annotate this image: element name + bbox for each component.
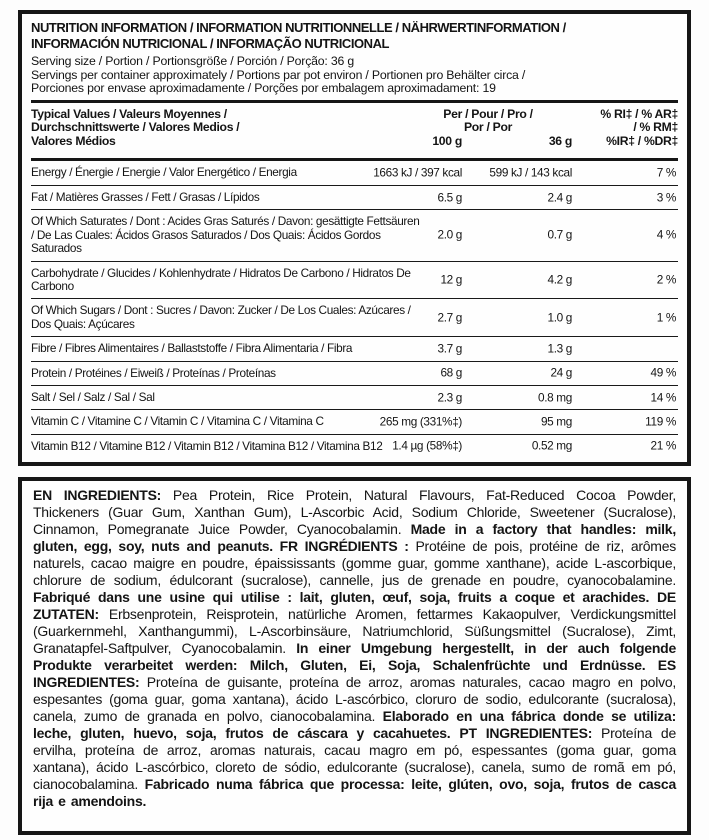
table-row: [31, 261, 678, 299]
header-ri-line: / % RM‡: [633, 120, 678, 135]
value-per-100g: 1.4 µg (58%‡): [392, 438, 462, 453]
value-reference-intake-pct: 7 %: [656, 165, 676, 180]
divider: [31, 462, 678, 465]
nutrient-label: Fat / Matières Grasses / Fett / Grasas / Lípidos: [31, 189, 260, 204]
value-per-36g: 0.8 mg: [538, 389, 572, 404]
header-per-columns: [388, 108, 588, 135]
value-reference-intake-pct: 4 %: [656, 227, 676, 242]
table-row: [31, 185, 678, 209]
table-row: [31, 161, 678, 184]
value-reference-intake-pct: 14 %: [650, 389, 676, 404]
value-per-36g: 95 mg: [540, 414, 572, 429]
value-per-36g: 0.7 g: [547, 227, 572, 242]
table-row: [31, 361, 678, 385]
value-per-100g: 12 g: [440, 272, 462, 287]
ingredients-segment: In einer Umgebung hergestellt, in der auch folgende Produkte verarbeitet werden: Milch, Gluten, Ei, Soja, Schalenfrüchte und Erdnüsse.: [33, 640, 676, 673]
value-per-100g: 265 mg (331%‡): [379, 414, 462, 429]
table-row: [31, 409, 678, 433]
table-row: [31, 434, 678, 458]
value-per-100g: 2.0 g: [437, 227, 462, 242]
ingredients-segment: Proteína de ervilha, proteína de arroz, aromas naturais, cacau magro em pó, espessantes (goma guar, goma xantana), ácido L-ascórbico, cloreto de sódio, edulcorante (sucralose), canela, sumo de romã em pó, cianocobalamina.: [33, 725, 676, 792]
nutrient-label: Vitamin B12 / Vitamine B12 / Vitamin B12 / Vitamina B12 / Vitamina B12: [31, 438, 383, 453]
ingredients-segment: FR INGRÉDIENTS :: [272, 538, 409, 554]
value-reference-intake-pct: 49 %: [650, 365, 676, 380]
value-per-100g: 1663 kJ / 397 kcal: [373, 165, 462, 180]
serving-size-line: Serving size / Portion / Portionsgröße / Porción / Porção: 36 g: [31, 54, 354, 69]
value-per-100g: 68 g: [440, 365, 462, 380]
nutrient-label: Fibre / Fibres Alimentaires / Ballaststoffe / Fibra Alimentaria / Fibra: [31, 341, 353, 356]
nutrient-label: Carbohydrate / Glucides / Kohlenhydrate / Hidratos De Carbono / Hidratos De Carbono: [31, 265, 411, 293]
ingredients-segment: Protéine de pois, protéine de riz, arômes naturels, cacao maigre en poudre, épaississants (gomme guar, gomme xanthane), acide L-ascorbique, chlorure de sodium, édulcorant (sucralose), cannelle, jus de grenade en poudre, cyanocobalamine.: [33, 538, 677, 588]
ingredients-segment: Elaborado en una fábrica donde se utiliza: leche, gluten, huevo, soja, frutos de cáscara y cacahuetes.: [33, 708, 676, 741]
value-per-36g: 4.2 g: [547, 272, 572, 287]
title-line-2: INFORMACIÓN NUTRICIONAL / INFORMAÇÃO NUTRICIONAL: [31, 35, 390, 51]
header-typical-values-line: Typical Values / Valeurs Moyennes /: [31, 106, 227, 121]
ingredients-segment: Made in a factory that handles: milk, gluten, egg, soy, nuts and peanuts.: [33, 521, 676, 554]
header-unit-36g: 36 g: [548, 133, 572, 148]
table-row: [31, 298, 678, 336]
nutrient-label: Vitamin C / Vitamine C / Vitamin C / Vitamina C / Vitamina C: [31, 414, 324, 429]
header-typical-values: [31, 108, 426, 149]
value-per-36g: 1.0 g: [547, 310, 572, 325]
nutrition-panel: [18, 10, 691, 466]
nutrient-label: Salt / Sel / Salz / Sal / Sal: [31, 389, 155, 404]
nutrition-title: [31, 20, 678, 51]
table-row: [31, 385, 678, 409]
nutrient-label: Of Which Sugars / Dont : Sucres / Davon: Zucker / De Los Cuales: Azúcares / Dos Quais: Açúcares: [31, 303, 411, 331]
ingredients-segment: EN INGREDIENTS:: [33, 487, 162, 503]
value-per-36g: 2.4 g: [547, 189, 572, 204]
ingredients-segment: Fabriqué dans une usine qui utilise : lait, gluten, œuf, soja, fruits a coque et arachides.: [33, 589, 650, 605]
ingredients-segment: Fabricado numa fábrica que processa: leite, glúten, ovo, soja, frutos de casca rija e amendoins.: [33, 776, 676, 809]
ingredients-segment: PT INGREDIENTES:: [450, 725, 593, 741]
ingredients-panel: [18, 477, 691, 835]
table-row: [31, 209, 678, 260]
header-ri-line: % RI‡ / % AR‡: [600, 106, 678, 121]
value-per-100g: 6.5 g: [437, 189, 462, 204]
nutrient-label: Energy / Énergie / Energie / Valor Energético / Energia: [31, 165, 297, 180]
value-per-100g: 3.7 g: [437, 341, 462, 356]
table-row: [31, 336, 678, 360]
value-reference-intake-pct: 3 %: [656, 189, 676, 204]
ingredients-segment: DE ZUTATEN:: [33, 589, 676, 622]
value-reference-intake-pct: 119 %: [645, 414, 676, 429]
value-per-36g: 24 g: [550, 365, 572, 380]
nutrient-label: Protein / Protéines / Eiweiß / Proteínas / Proteínas: [31, 365, 276, 380]
value-reference-intake-pct: 21 %: [650, 438, 676, 453]
header-typical-values-line: Durchschnittswerte / Valores Medios /: [31, 120, 240, 135]
ingredients-segment: ES INGREDIENTES:: [33, 657, 676, 690]
title-line-1: NUTRITION INFORMATION / INFORMATION NUTRITIONNELLE / NÄHRWERTINFORMATION /: [31, 20, 566, 35]
value-per-36g: 0.52 mg: [531, 438, 572, 453]
servings-per-container-line-1: Servings per container approximately / Portions par pot environ / Portionen pro Behälter circa /: [31, 67, 526, 82]
nutrition-table: [31, 161, 678, 458]
ingredients-segment: Pea Protein, Rice Protein, Natural Flavours, Fat-Reduced Cocoa Powder, Thickeners (Guar Gum, Xanthan Gum), L-Ascorbic Acid, Sodium Chloride, Sweetener (Sucralose), Cinnamon, Pomegranate Juice Powder, Cyanocobalamin.: [33, 487, 677, 537]
table-header: [31, 103, 678, 155]
value-per-36g: 599 kJ / 143 kcal: [489, 165, 572, 180]
value-per-100g: 2.7 g: [437, 310, 462, 325]
ingredients-segment: Erbsenprotein, Reisprotein, natürliche Aromen, fettarmes Kakaopulver, Verdickungsmittel (Guarkernmehl, Xanthangummi), L-Ascorbinsäure, Natriumchlorid, Süßungsmittel (Sucralose), Zimt, Granatapfel-Saftpulver, Cyanocobalamin.: [33, 606, 676, 656]
serving-info: [31, 55, 678, 96]
ingredients-segment: Proteína de guisante, proteína de arroz, aromas naturales, cacao magro en polvo, espesantes (goma guar, goma xantana), ácido L-ascórbico, cloruro de sodio, edulcorante (sucralosa), canela, zumo de granada en polvo, cianocobalamina.: [33, 674, 676, 724]
value-reference-intake-pct: 2 %: [656, 272, 676, 287]
value-per-100g: 2.3 g: [437, 389, 462, 404]
ingredients-text: [33, 487, 676, 810]
header-ri-line: %IR‡ / %DR‡: [606, 133, 678, 148]
value-per-36g: 1.3 g: [547, 341, 572, 356]
servings-per-container-line-2: Porciones por envase aproximadamente / Porções por embalagem aproximadament: 19: [31, 81, 496, 96]
header-unit-100g: 100 g: [432, 133, 462, 148]
nutrient-label: Of Which Saturates / Dont : Acides Gras Saturés / Davon: gesättigte Fettsäuren / De Las Cuales: Ácidos Grasos Saturados / Dos Quais: Ácidos Gordos Saturados: [31, 214, 420, 256]
header-reference-intake: [600, 108, 678, 149]
value-reference-intake-pct: 1 %: [656, 310, 676, 325]
header-per-line: Por / Por: [463, 120, 513, 135]
header-typical-values-line: Valores Médios: [31, 133, 116, 148]
header-per-line: Per / Pour / Pro /: [443, 106, 533, 121]
